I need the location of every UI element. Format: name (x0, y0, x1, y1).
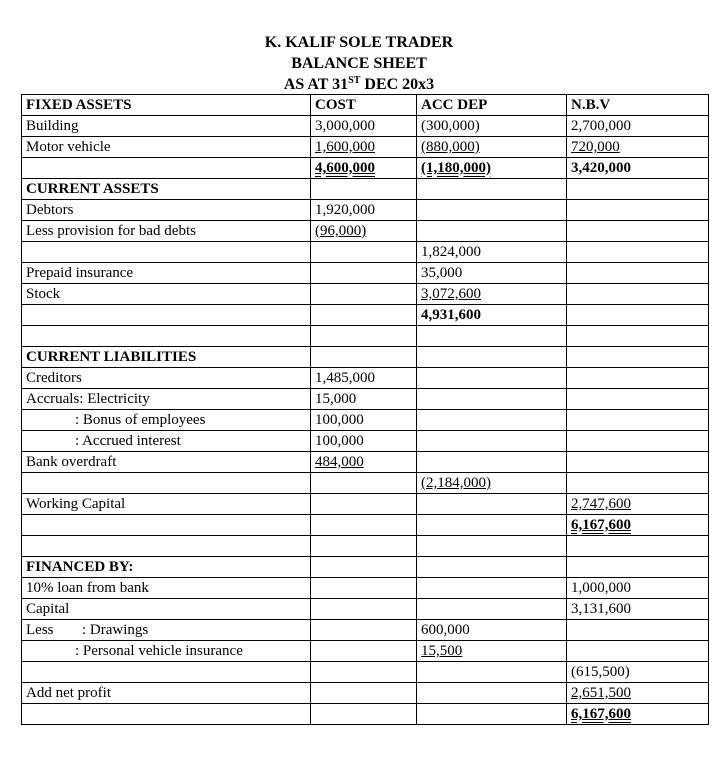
empty-cell (567, 221, 709, 242)
capital-value: 3,131,600 (567, 599, 709, 620)
empty-cell (311, 326, 417, 347)
empty-cell (417, 557, 567, 578)
col-nbv-header: N.B.V (567, 95, 709, 116)
col-acc-dep-header: ACC DEP (417, 95, 567, 116)
empty-cell (567, 179, 709, 200)
empty-cell (567, 431, 709, 452)
table-row (22, 326, 709, 347)
empty-cell (22, 515, 311, 536)
creditors-value: 1,485,000 (311, 368, 417, 389)
empty-cell (417, 683, 567, 704)
empty-cell (311, 683, 417, 704)
table-row (22, 389, 709, 410)
table-row (22, 494, 709, 515)
current-assets-heading: CURRENT ASSETS (22, 179, 311, 200)
building-nbv: 2,700,000 (567, 116, 709, 137)
empty-cell (417, 704, 567, 725)
empty-cell (311, 347, 417, 368)
empty-cell (567, 620, 709, 641)
empty-cell (22, 473, 311, 494)
empty-cell (311, 599, 417, 620)
current-assets-total: 4,931,600 (417, 305, 567, 326)
current-liabilities-total: (2,184,000) (417, 473, 567, 494)
loan-label: 10% loan from bank (22, 578, 311, 599)
empty-cell (311, 557, 417, 578)
empty-cell (417, 179, 567, 200)
empty-cell (417, 221, 567, 242)
insurance-value: 15,500 (417, 641, 567, 662)
empty-cell (417, 662, 567, 683)
empty-cell (311, 662, 417, 683)
provision-value: (96,000) (311, 221, 417, 242)
table-row (22, 410, 709, 431)
total-acc-dep: (1,180,000) (417, 158, 567, 179)
table-row (22, 683, 709, 704)
empty-cell (417, 347, 567, 368)
table-row (22, 452, 709, 473)
empty-cell (417, 200, 567, 221)
stock-value: 3,072,600 (417, 284, 567, 305)
bonus-label: : Bonus of employees (22, 410, 311, 431)
empty-cell (22, 536, 311, 557)
table-row (22, 620, 709, 641)
empty-cell (417, 452, 567, 473)
table-row (22, 263, 709, 284)
statement-title: BALANCE SHEET (291, 55, 427, 72)
balance-sheet-table (21, 94, 709, 725)
table-row (22, 305, 709, 326)
table-row (22, 662, 709, 683)
table-row (22, 536, 709, 557)
empty-cell (417, 578, 567, 599)
table-row (22, 242, 709, 263)
table-row (22, 704, 709, 725)
empty-cell (311, 536, 417, 557)
debtors-value: 1,920,000 (311, 200, 417, 221)
empty-cell (417, 536, 567, 557)
empty-cell (311, 515, 417, 536)
empty-cell (567, 263, 709, 284)
empty-cell (567, 305, 709, 326)
motor-vehicle-cost: 1,600,000 (311, 137, 417, 158)
empty-cell (417, 326, 567, 347)
overdraft-label: Bank overdraft (22, 452, 311, 473)
empty-cell (417, 368, 567, 389)
empty-cell (417, 494, 567, 515)
total-nbv: 3,420,000 (567, 158, 709, 179)
table-row (22, 95, 709, 116)
empty-cell (567, 410, 709, 431)
empty-cell (311, 242, 417, 263)
net-debtors-value: 1,824,000 (417, 242, 567, 263)
net-profit-label: Add net profit (22, 683, 311, 704)
drawings-value: 600,000 (417, 620, 567, 641)
empty-cell (22, 158, 311, 179)
company-name: K. KALIF SOLE TRADER (264, 34, 454, 51)
stock-label: Stock (22, 284, 311, 305)
net-profit-value: 2,651,500 (567, 683, 709, 704)
table-row (22, 515, 709, 536)
table-row (22, 578, 709, 599)
creditors-label: Creditors (22, 368, 311, 389)
empty-cell (417, 431, 567, 452)
empty-cell (311, 305, 417, 326)
empty-cell (567, 389, 709, 410)
statement-date (0, 74, 718, 95)
table-row (22, 137, 709, 158)
empty-cell (22, 242, 311, 263)
empty-cell (567, 452, 709, 473)
financed-by-heading: FINANCED BY: (22, 557, 311, 578)
empty-cell (311, 641, 417, 662)
table-row (22, 116, 709, 137)
table-row (22, 599, 709, 620)
working-capital-value: 2,747,600 (567, 494, 709, 515)
accruals-value: 15,000 (311, 389, 417, 410)
empty-cell (311, 578, 417, 599)
building-cost: 3,000,000 (311, 116, 417, 137)
motor-vehicle-label: Motor vehicle (22, 137, 311, 158)
empty-cell (311, 494, 417, 515)
drawings-cell (22, 620, 311, 641)
empty-cell (311, 620, 417, 641)
date-suffix: DEC 20x3 (360, 76, 435, 93)
empty-cell (417, 599, 567, 620)
net-assets-total: 6,167,600 (567, 515, 709, 536)
table-row (22, 284, 709, 305)
less-label: Less (26, 622, 54, 638)
debtors-label: Debtors (22, 200, 311, 221)
provision-label: Less provision for bad debts (22, 221, 311, 242)
empty-cell (567, 284, 709, 305)
overdraft-value: 484,000 (311, 452, 417, 473)
empty-cell (567, 326, 709, 347)
prepaid-value: 35,000 (417, 263, 567, 284)
building-acc-dep: (300,000) (417, 116, 567, 137)
capital-label: Capital (22, 599, 311, 620)
table-row (22, 473, 709, 494)
empty-cell (567, 242, 709, 263)
table-row (22, 179, 709, 200)
loan-value: 1,000,000 (567, 578, 709, 599)
empty-cell (567, 473, 709, 494)
empty-cell (311, 263, 417, 284)
interest-value: 100,000 (311, 431, 417, 452)
empty-cell (567, 641, 709, 662)
financed-grand-total: 6,167,600 (567, 704, 709, 725)
fixed-assets-heading: FIXED ASSETS (22, 95, 311, 116)
empty-cell (567, 557, 709, 578)
empty-cell (417, 410, 567, 431)
table-row (22, 431, 709, 452)
motor-vehicle-acc-dep: (880,000) (417, 137, 567, 158)
table-row (22, 221, 709, 242)
building-label: Building (22, 116, 311, 137)
empty-cell (567, 200, 709, 221)
empty-cell (22, 704, 311, 725)
motor-vehicle-nbv: 720,000 (567, 137, 709, 158)
date-prefix: AS AT 31 (283, 76, 349, 93)
table-row (22, 557, 709, 578)
empty-cell (22, 326, 311, 347)
insurance-label: : Personal vehicle insurance (22, 641, 311, 662)
table-row (22, 641, 709, 662)
table-row (22, 200, 709, 221)
col-cost-header: COST (311, 95, 417, 116)
empty-cell (417, 389, 567, 410)
interest-label: : Accrued interest (22, 431, 311, 452)
less-total-value: (615,500) (567, 662, 709, 683)
bonus-value: 100,000 (311, 410, 417, 431)
empty-cell (311, 704, 417, 725)
empty-cell (22, 662, 311, 683)
empty-cell (567, 368, 709, 389)
empty-cell (22, 305, 311, 326)
empty-cell (417, 515, 567, 536)
empty-cell (567, 536, 709, 557)
total-cost: 4,600,000 (311, 158, 417, 179)
prepaid-label: Prepaid insurance (22, 263, 311, 284)
current-liabilities-heading: CURRENT LIABILITIES (22, 347, 311, 368)
empty-cell (311, 284, 417, 305)
table-row (22, 158, 709, 179)
accruals-label: Accruals: Electricity (22, 389, 311, 410)
working-capital-label: Working Capital (22, 494, 311, 515)
table-row (22, 368, 709, 389)
empty-cell (311, 179, 417, 200)
table-row (22, 347, 709, 368)
empty-cell (311, 473, 417, 494)
date-superscript: ST (348, 75, 361, 86)
drawings-label: : Drawings (82, 622, 149, 638)
empty-cell (567, 347, 709, 368)
